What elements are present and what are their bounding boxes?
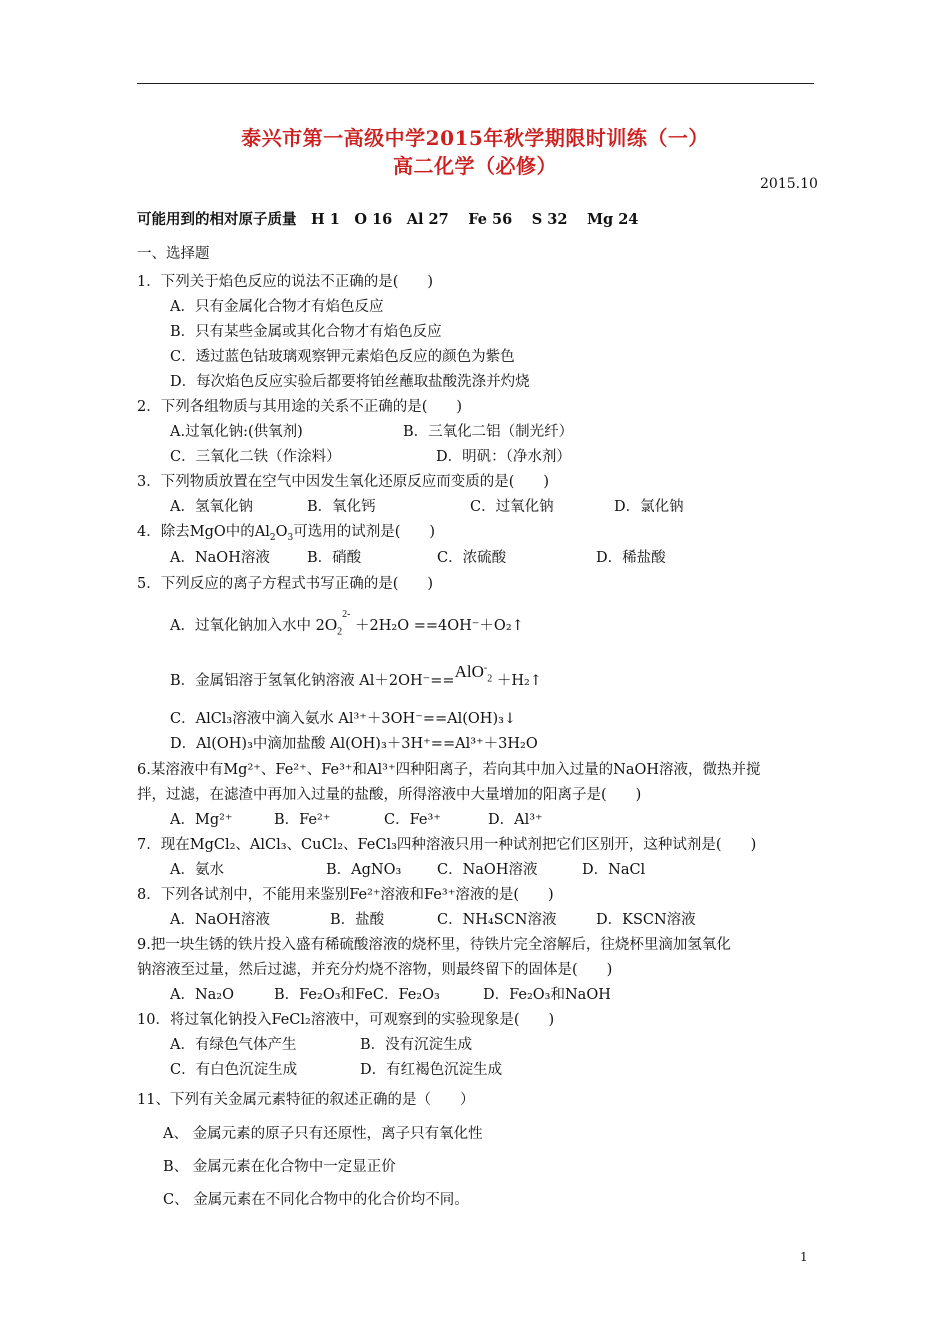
question-11-stem: 11、下列有关金属元素特征的叙述正确的是（ ） bbox=[137, 1092, 475, 1108]
question-3-stem: 3．下列物质放置在空气中因发生氧化还原反应而变质的是( ) bbox=[137, 474, 550, 490]
question-8-option-d: D．KSCN溶液 bbox=[596, 912, 696, 928]
question-9-option-a: A．Na₂O bbox=[170, 987, 235, 1003]
question-6-option-d: D．Al³⁺ bbox=[488, 812, 543, 828]
question-10-stem: 10．将过氧化钠投入FeCl₂溶液中，可观察到的实验现象是( ) bbox=[137, 1012, 555, 1028]
question-6-line-2: 拌，过滤，在滤渣中再加入过量的盐酸，所得溶液中大量增加的阳离子是( ) bbox=[137, 787, 642, 803]
question-1-option-a: A．只有金属化合物才有焰色反应 bbox=[170, 299, 384, 315]
question-4-option-b: B．硝酸 bbox=[307, 550, 362, 566]
question-6-option-b: B．Fe²⁺ bbox=[274, 812, 331, 828]
exam-subtitle: 高二化学（必修） bbox=[393, 154, 557, 178]
peroxide-ion-formula: $O_2^{2-}$ bbox=[324, 609, 351, 638]
question-5-option-c: C．AlCl₃溶液中滴入氨水 Al³⁺＋3OH⁻==Al(OH)₃↓ bbox=[170, 711, 517, 727]
question-3-option-b: B．氧化钙 bbox=[307, 499, 376, 515]
question-7-option-b: B．AgNO₃ bbox=[326, 862, 402, 878]
question-8-option-a: A．NaOH溶液 bbox=[170, 912, 270, 928]
question-5-option-a: A．过氧化钠加入水中 $2O_2^{2-} +2H_2O$ ==4OH⁻＋O₂↑ bbox=[170, 609, 524, 638]
question-8-option-b: B．盐酸 bbox=[330, 912, 385, 928]
question-3-option-a: A．氢氧化钠 bbox=[170, 499, 253, 515]
question-8-option-c: C．NH₄SCN溶液 bbox=[437, 912, 557, 928]
question-10-option-d: D．有红褐色沉淀生成 bbox=[360, 1062, 503, 1078]
question-3-option-c: C．过氧化钠 bbox=[470, 499, 554, 515]
question-5-stem: 5．下列反应的离子方程式书写正确的是( ) bbox=[137, 576, 434, 592]
question-9-option-d: D．Fe₂O₃和NaOH bbox=[483, 987, 611, 1003]
question-10-option-c: C．有白色沉淀生成 bbox=[170, 1062, 298, 1078]
question-3-option-d: D．氯化钠 bbox=[614, 499, 684, 515]
question-1-stem: 1．下列关于焰色反应的说法不正确的是( ) bbox=[137, 274, 434, 290]
question-7-option-d: D．NaCl bbox=[582, 862, 646, 878]
atomic-masses: 可能用到的相对原子质量 H 1 O 16 Al 27 Fe 56 S 32 Mg 24 bbox=[137, 211, 639, 228]
question-4-option-d: D．稀盐酸 bbox=[596, 550, 666, 566]
page-number: 1 bbox=[800, 1250, 808, 1264]
question-11-option-c: C、 金属元素在不同化合物中的化合价均不同。 bbox=[163, 1192, 469, 1208]
question-6-option-a: A．Mg²⁺ bbox=[170, 812, 233, 828]
question-10-option-a: A．有绿色气体产生 bbox=[170, 1037, 297, 1053]
question-6-line-1: 6.某溶液中有Mg²⁺、Fe²⁺、Fe³⁺和Al³⁺四种阳离子，若向其中加入过量的NaOH溶液，微热并搅 bbox=[137, 762, 761, 778]
section-heading: 一、选择题 bbox=[137, 246, 210, 262]
question-9-option-b: B．Fe₂O₃和FeC．Fe₂O₃ bbox=[274, 987, 440, 1003]
question-11-option-b: B、 金属元素在化合物中一定显正价 bbox=[163, 1159, 396, 1175]
question-10-option-b: B．没有沉淀生成 bbox=[360, 1037, 473, 1053]
question-9-line-2: 钠溶液至过量，然后过滤，并充分灼烧不溶物，则最终留下的固体是( ) bbox=[137, 962, 613, 978]
question-7-option-c: C．NaOH溶液 bbox=[437, 862, 538, 878]
question-8-stem: 8．下列各试剂中，不能用来鉴别Fe²⁺溶液和Fe³⁺溶液的是( ) bbox=[137, 887, 554, 903]
aluminate-ion-formula: AlO-$_2$ bbox=[454, 662, 493, 685]
question-4-option-c: C．浓硫酸 bbox=[437, 550, 507, 566]
exam-date: 2015.10 bbox=[760, 176, 818, 192]
question-2-option-c: C．三氧化二铁（作涂料） bbox=[170, 449, 341, 465]
question-2-option-d: D．明矾：（净水剂） bbox=[436, 449, 571, 465]
question-2-option-b: B．三氧化二铝（制光纤） bbox=[403, 424, 574, 440]
question-2-option-a: A.过氧化钠:(供氧剂) bbox=[170, 424, 303, 440]
header-rule bbox=[137, 83, 814, 84]
question-11-option-a: A、 金属元素的原子只有还原性，离子只有氧化性 bbox=[163, 1126, 483, 1142]
question-1-option-c: C．透过蓝色钴玻璃观察钾元素焰色反应的颜色为紫色 bbox=[170, 349, 515, 365]
question-2-stem: 2．下列各组物质与其用途的关系不正确的是( ) bbox=[137, 399, 463, 415]
question-1-option-d: D．每次焰色反应实验后都要将铂丝蘸取盐酸洗涤并灼烧 bbox=[170, 374, 530, 390]
question-5-option-b: B．金属铝溶于氢氧化钠溶液 Al＋2OH⁻==AlO-$_2$ ＋H₂↑ bbox=[170, 662, 542, 689]
question-5-option-d: D．Al(OH)₃中滴加盐酸 Al(OH)₃＋3H⁺==Al³⁺＋3H₂O bbox=[170, 736, 538, 752]
question-9-line-1: 9.把一块生锈的铁片投入盛有稀硫酸溶液的烧杯里，待铁片完全溶解后，往烧杯里滴加氢氧化 bbox=[137, 937, 731, 953]
exam-title: 泰兴市第一高级中学2015年秋学期限时训练（一） bbox=[241, 126, 709, 150]
question-6-option-c: C．Fe³⁺ bbox=[384, 812, 441, 828]
question-7-option-a: A．氨水 bbox=[170, 862, 224, 878]
question-4-stem: 4．除去MgO中的$Al_2O_3$可选用的试剂是( ) bbox=[137, 524, 436, 543]
question-1-option-b: B．只有某些金属或其化合物才有焰色反应 bbox=[170, 324, 442, 340]
question-4-option-a: A．NaOH溶液 bbox=[170, 550, 270, 566]
question-7-stem: 7．现在MgCl₂、AlCl₃、CuCl₂、FeCl₃四种溶液只用一种试剂把它们区别开，这种试剂是( ) bbox=[137, 837, 757, 853]
